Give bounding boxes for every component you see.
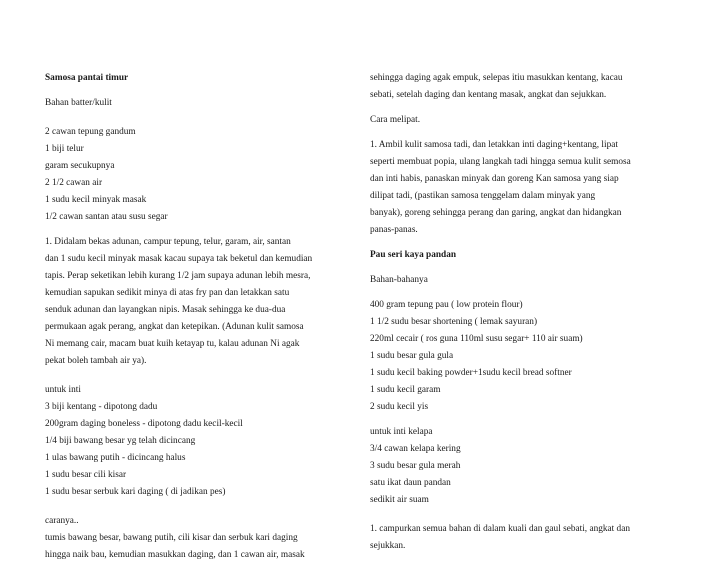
ingredient-line: 220ml cecair ( ros guna 110ml susu segar+ 110 air suam) — [370, 334, 583, 344]
left-column — [45, 70, 345, 564]
method-line: kemudian sapukan sedikit minya di atas fry pan dan letakkan satu — [45, 288, 290, 298]
recipe-title-pau: Pau seri kaya pandan — [370, 250, 457, 260]
fold-method-paragraph — [370, 137, 670, 239]
ingredient-line: 3/4 cawan kelapa kering — [370, 444, 461, 454]
ingredient-line: 3 biji kentang - dipotong dadu — [45, 402, 158, 412]
ingredient-line: 2 sudu kecil yis — [370, 402, 429, 412]
ingredient-line: 1/4 biji bawang besar yg telah dicincang — [45, 436, 196, 446]
method-line: sehingga daging agak empuk, selepas itiu masukkan kentang, kacau — [370, 73, 623, 83]
right-column — [370, 70, 670, 555]
pau-filling-heading: untuk inti kelapa — [370, 427, 433, 437]
method-line: sejukkan. — [370, 541, 406, 551]
batter-heading: Bahan batter/kulit — [45, 98, 112, 108]
method-line: pekat boleh tambah air ya). — [45, 356, 147, 366]
ingredient-line: 1 sudu kecil baking powder+1sudu kecil bread softner — [370, 368, 572, 378]
method-line: 1. Ambil kulit samosa tadi, dan letakkan inti daging+kentang, lipat — [370, 140, 618, 150]
filling-method-paragraph — [45, 530, 345, 564]
method-line: senduk adunan dan layangkan nipis. Masak sehingga ke dua-dua — [45, 305, 286, 315]
method-line: dan inti habis, panaskan minyak dan goreng Kan samosa yang siap — [370, 174, 619, 184]
method-line: dilipat tadi, (pastikan samosa tenggelam dalam minyak yang — [370, 191, 596, 201]
steps-heading: caranya.. — [45, 516, 79, 526]
ingredient-line: 1 ulas bawang putih - dicincang halus — [45, 453, 186, 463]
filling-method-continued — [370, 70, 670, 104]
batter-ingredient-list — [45, 124, 345, 226]
method-line: Ni memang cair, macam buat kuih ketayap tu, kalau adunan Ni agak — [45, 339, 300, 349]
batter-method-paragraph — [45, 234, 345, 370]
filling-ingredient-list — [45, 399, 345, 501]
ingredient-line: 1 sudu besar serbuk kari daging ( di jadikan pes) — [45, 487, 226, 497]
ingredient-line: 2 cawan tepung gandum — [45, 127, 136, 137]
method-line: permukaan agak perang, angkat dan ketepikan. (Adunan kulit samosa — [45, 322, 304, 332]
method-line: hingga naik bau, kemudian masukkan daging, dan 1 cawan air, masak — [45, 550, 305, 560]
fold-heading: Cara melipat. — [370, 115, 421, 125]
method-line: seperti membuat popia, ulang langkah tadi hingga semua kulit semosa — [370, 157, 631, 167]
ingredient-line: 1 sudu besar gula gula — [370, 351, 454, 361]
ingredient-line: 1 sudu kecil minyak masak — [45, 195, 147, 205]
ingredient-line: 1 biji telur — [45, 144, 84, 154]
ingredient-line: 1 sudu besar cili kisar — [45, 470, 127, 480]
ingredient-line: garam secukupnya — [45, 161, 115, 171]
method-line: panas-panas. — [370, 225, 418, 235]
recipe-title-samosa: Samosa pantai timur — [45, 73, 129, 83]
pau-ingredients-heading: Bahan-bahanya — [370, 275, 428, 285]
method-line: banyak), goreng sehingga perang dan garing, angkat dan hidangkan — [370, 208, 622, 218]
method-line: tumis bawang besar, bawang putih, cili kisar dan serbuk kari daging — [45, 533, 298, 543]
pau-ingredient-list — [370, 297, 670, 416]
ingredient-line: 1/2 cawan santan atau susu segar — [45, 212, 168, 222]
pau-method-paragraph — [370, 521, 670, 555]
filling-heading: untuk inti — [45, 385, 81, 395]
ingredient-line: 1 sudu kecil garam — [370, 385, 441, 395]
ingredient-line: satu ikat daun pandan — [370, 478, 451, 488]
method-line: sebati, setelah daging dan kentang masak, angkat dan sejukkan. — [370, 90, 607, 100]
method-line: 1. Didalam bekas adunan, campur tepung, telur, garam, air, santan — [45, 237, 291, 247]
ingredient-line: 1 1/2 sudu besar shortening ( lemak sayuran) — [370, 317, 538, 327]
ingredient-line: 3 sudu besar gula merah — [370, 461, 461, 471]
pau-filling-list — [370, 441, 670, 509]
method-line: dan 1 sudu kecil minyak masak kacau supaya tak beketul dan kemudian — [45, 254, 313, 264]
ingredient-line: sedikit air suam — [370, 495, 429, 505]
ingredient-line: 200gram daging boneless - dipotong dadu kecil-kecil — [45, 419, 243, 429]
method-line: tapis. Perap seketikan lebih kurang 1/2 jam supaya adunan lebih mesra, — [45, 271, 311, 281]
ingredient-line: 400 gram tepung pau ( low protein flour) — [370, 300, 523, 310]
ingredient-line: 2 1/2 cawan air — [45, 178, 103, 188]
method-line: 1. campurkan semua bahan di dalam kuali dan gaul sebati, angkat dan — [370, 524, 630, 534]
